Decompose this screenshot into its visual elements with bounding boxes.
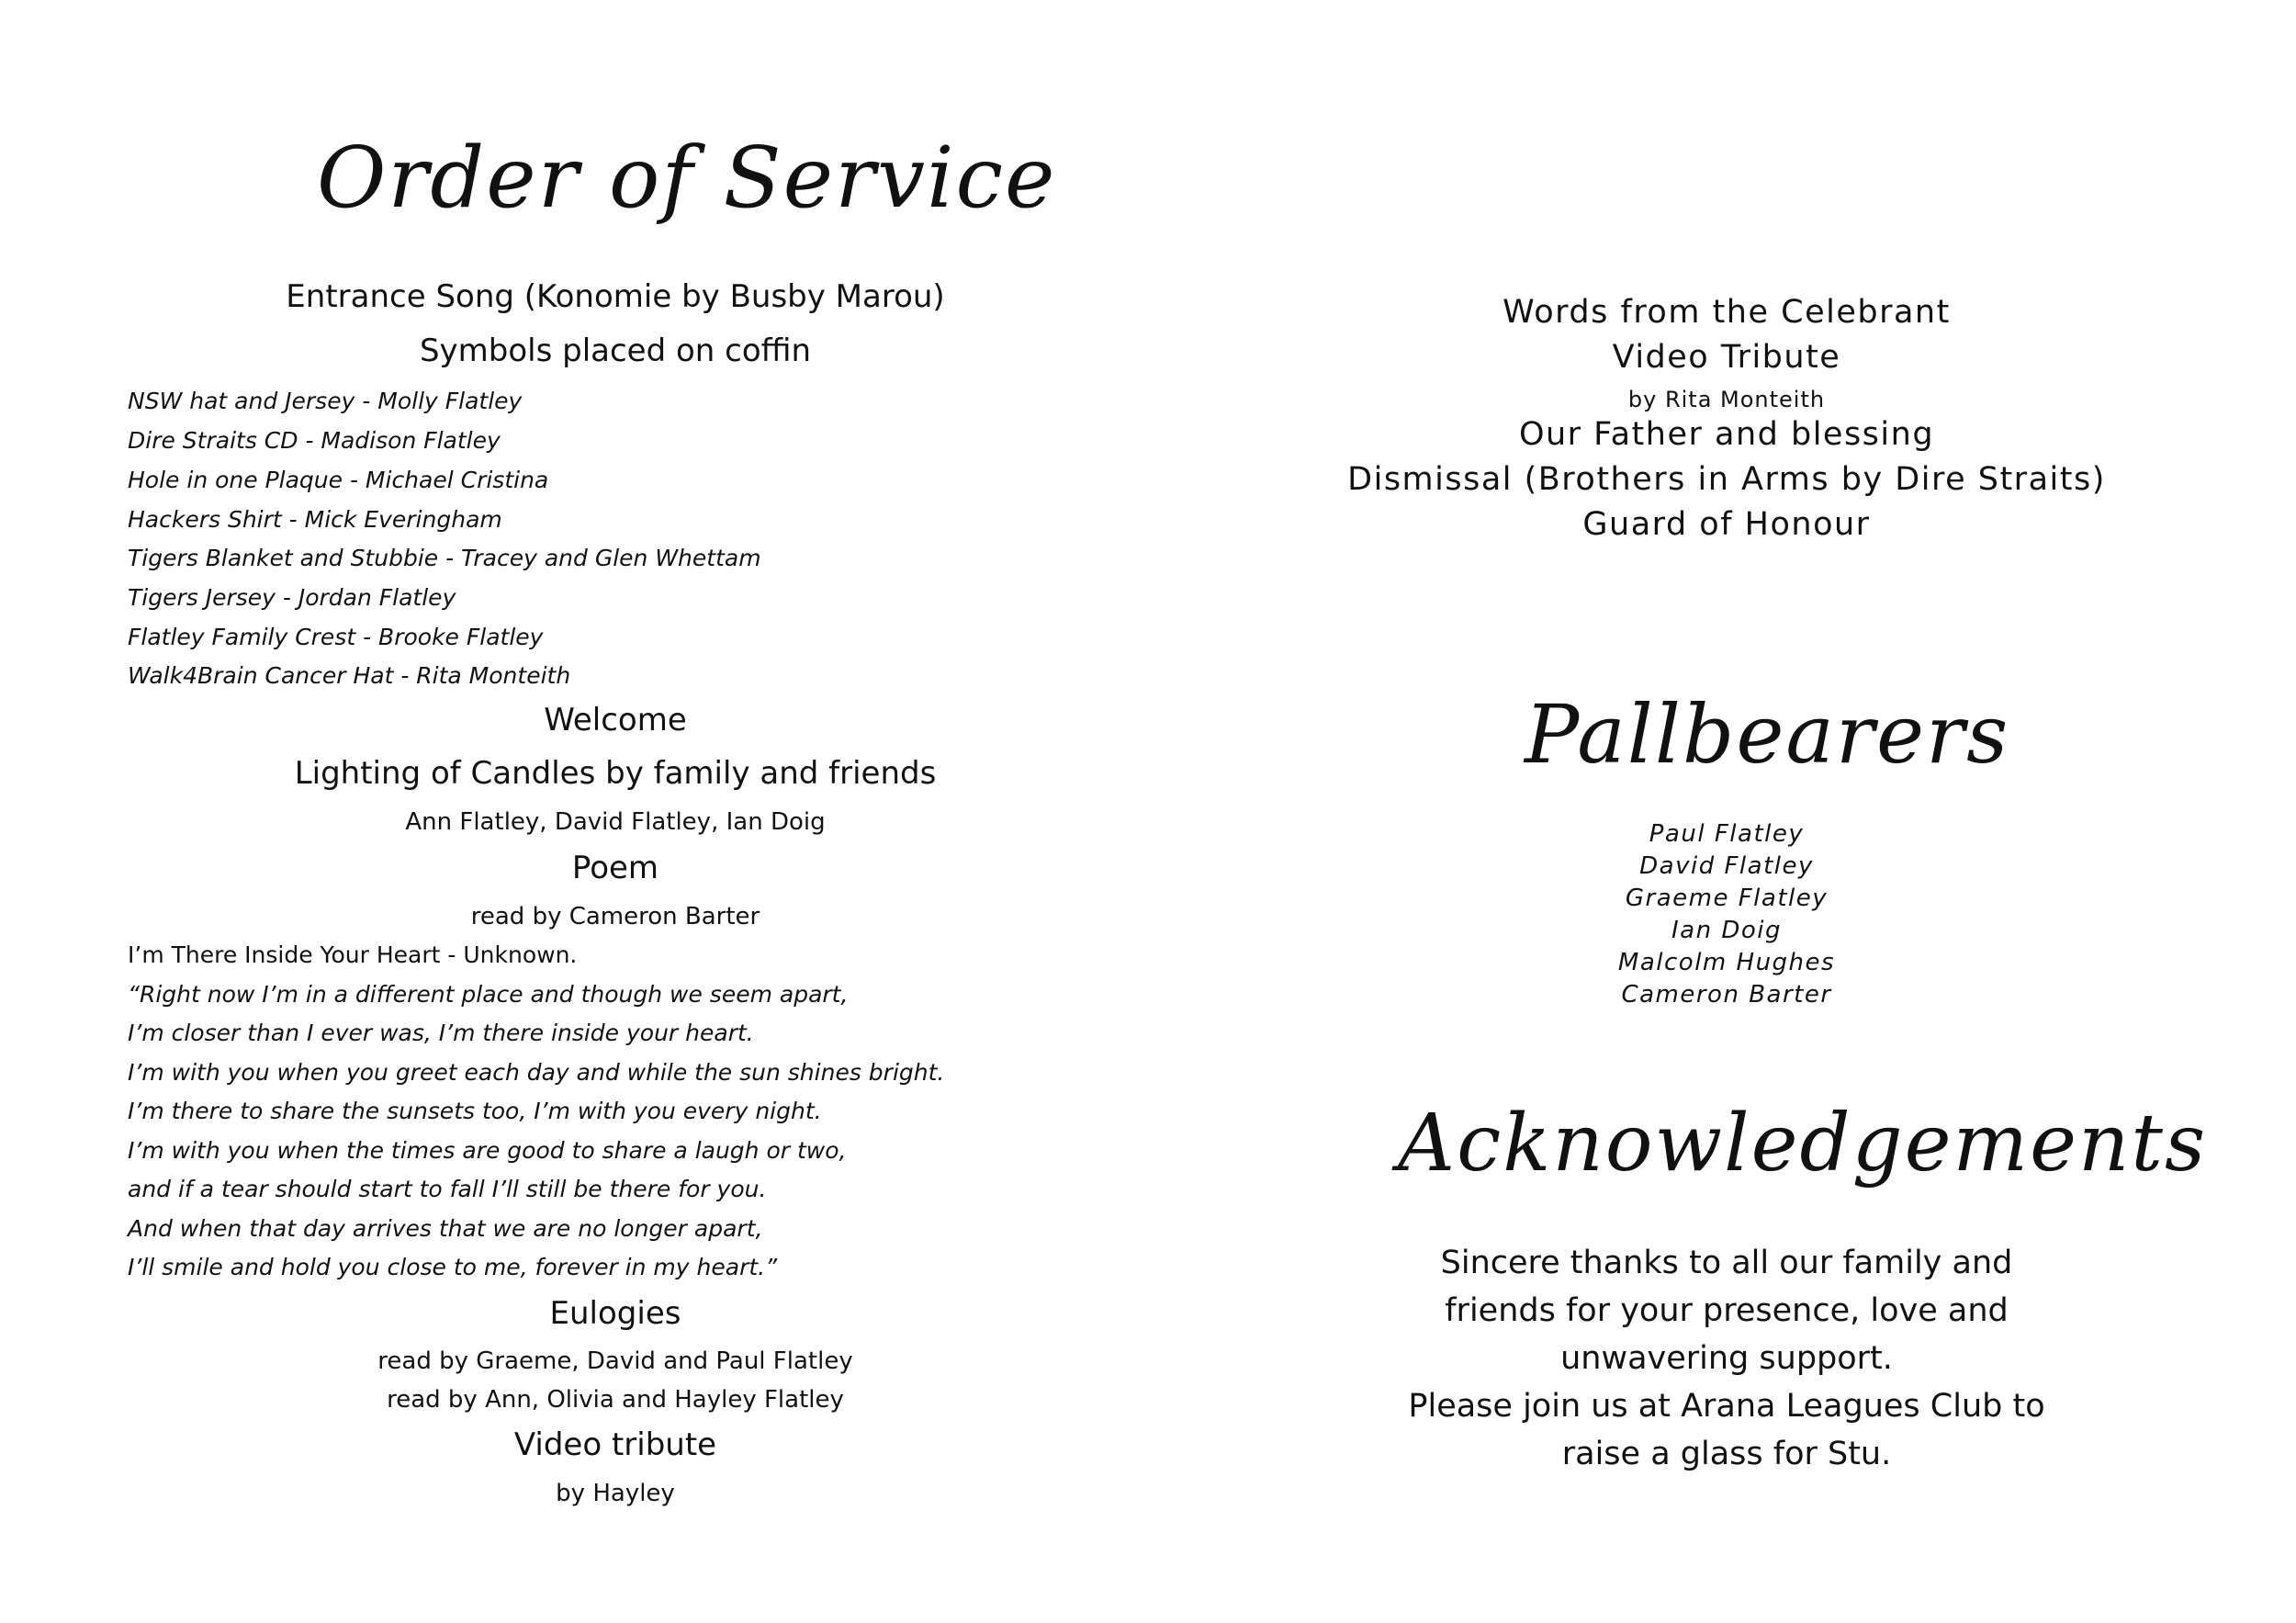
dismissal: Dismissal (Brothers in Arms by Dire Straits) bbox=[1347, 461, 2106, 498]
list-item: Paul Flatley bbox=[1649, 820, 1805, 848]
list-item: Tigers Blanket and Stubbie - Tracey and Glen Whettam bbox=[128, 545, 761, 571]
poem-line: I’ll smile and hold you close to me, forever in my heart.” bbox=[128, 1254, 778, 1280]
list-item: Hole in one Plaque - Michael Cristina bbox=[128, 467, 549, 493]
celebrant-words: Words from the Celebrant bbox=[1503, 294, 1951, 331]
poem-line: And when that day arrives that we are no longer apart, bbox=[128, 1215, 763, 1242]
video-tribute: Video Tribute bbox=[1612, 339, 1841, 376]
list-item: Hackers Shirt - Mick Everingham bbox=[128, 506, 502, 533]
candles-by: Ann Flatley, David Flatley, Ian Doig bbox=[405, 808, 826, 836]
ack-line: raise a glass for Stu. bbox=[1561, 1436, 1892, 1472]
acknowledgements-title: Acknowledgements bbox=[1398, 1098, 2208, 1189]
candles-heading: Lighting of Candles by family and friends bbox=[294, 755, 937, 792]
poem-line: “Right now I’m in a different place and though we seem apart, bbox=[128, 981, 849, 1008]
pallbearers-title: Pallbearers bbox=[1525, 687, 2010, 782]
entrance-song: Entrance Song (Konomie by Busby Marou) bbox=[286, 278, 945, 315]
list-item: NSW hat and Jersey - Molly Flatley bbox=[128, 388, 523, 414]
eulogy-readers-2: read by Ann, Olivia and Hayley Flatley bbox=[387, 1386, 844, 1414]
list-item: Malcolm Hughes bbox=[1617, 949, 1836, 976]
poem-line: I’m there to share the sunsets too, I’m with you every night. bbox=[128, 1098, 822, 1124]
our-father: Our Father and blessing bbox=[1518, 416, 1935, 453]
poem-line: and if a tear should start to fall I’ll still be there for you. bbox=[128, 1176, 767, 1202]
video-tribute-by: by Hayley bbox=[556, 1480, 675, 1507]
list-item: David Flatley bbox=[1639, 852, 1814, 880]
poem-heading: Poem bbox=[571, 850, 659, 886]
list-item: Tigers Jersey - Jordan Flatley bbox=[128, 584, 456, 611]
list-item: Cameron Barter bbox=[1621, 981, 1832, 1009]
list-item: Flatley Family Crest - Brooke Flatley bbox=[128, 624, 544, 650]
right-page bbox=[1231, 0, 2296, 1623]
video-tribute-heading: Video tribute bbox=[513, 1426, 717, 1463]
list-item: Ian Doig bbox=[1671, 917, 1782, 944]
poem-line: I’m with you when you greet each day and while the sun shines bright. bbox=[128, 1059, 945, 1086]
poem-line: I’m closer than I ever was, I’m there inside your heart. bbox=[128, 1020, 754, 1046]
ack-line: Sincere thanks to all our family and bbox=[1440, 1245, 2013, 1281]
eulogies-heading: Eulogies bbox=[549, 1295, 681, 1332]
video-tribute-by-rita: by Rita Monteith bbox=[1627, 387, 1826, 412]
list-item: Dire Straits CD - Madison Flatley bbox=[128, 427, 501, 454]
ack-line: unwavering support. bbox=[1560, 1340, 1893, 1377]
poem-line: I’m with you when the times are good to share a laugh or two, bbox=[128, 1137, 847, 1164]
ack-line: friends for your presence, love and bbox=[1445, 1292, 2009, 1329]
eulogy-readers-1: read by Graeme, David and Paul Flatley bbox=[377, 1347, 853, 1375]
welcome-heading: Welcome bbox=[544, 702, 687, 738]
symbols-heading: Symbols placed on coffin bbox=[419, 332, 812, 369]
poem-reader: read by Cameron Barter bbox=[470, 903, 760, 930]
order-of-service-title: Order of Service bbox=[317, 129, 1057, 227]
poem-title: I’m There Inside Your Heart - Unknown. bbox=[128, 941, 578, 968]
list-item: Walk4Brain Cancer Hat - Rita Monteith bbox=[128, 662, 571, 689]
list-item: Graeme Flatley bbox=[1625, 885, 1829, 912]
guard-of-honour: Guard of Honour bbox=[1582, 506, 1871, 543]
ack-line: Please join us at Arana Leagues Club to bbox=[1408, 1388, 2045, 1425]
